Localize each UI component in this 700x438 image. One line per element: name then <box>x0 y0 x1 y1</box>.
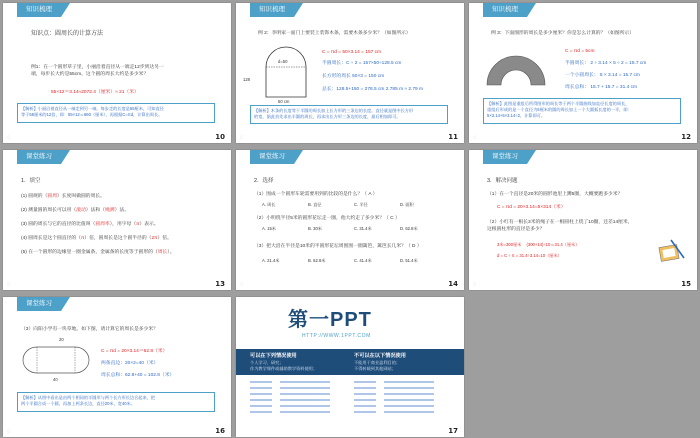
fill-item: (2) 测量圆的周长可以用（滚动）法和（绳测）法。 <box>21 208 129 213</box>
slide-number: 15 <box>681 280 691 288</box>
fill-item: (4) 圆周长是这个圆直径的（π）倍，圆周长是这个圆半径的（2π）倍。 <box>21 236 172 241</box>
figure-label-diameter: 20 <box>59 337 64 342</box>
section-tab: 知识梳理 <box>17 3 61 17</box>
brand-url: HTTP://WWW.1PPT.COM <box>302 333 371 339</box>
solution-line: C = πd = 20×3.14＝62.8（米） <box>101 349 168 354</box>
solution-line: 长方形的周长 50×3 = 150 cm <box>322 74 385 79</box>
slide-number: 16 <box>215 427 225 435</box>
choice-option: D. 62.8米 <box>400 226 418 231</box>
figure-label-length: 40 <box>53 377 58 382</box>
slide-thumbnail-13[interactable] <box>3 150 231 290</box>
solution-line: 周长总和：62.8+40 = 102.8（米） <box>101 373 175 378</box>
answer-text: d = C ÷ π = 31.4÷3.14=10（厘米） <box>497 253 562 258</box>
slide-thumbnail-11[interactable] <box>236 3 464 143</box>
choice-option: C. 41.4米 <box>354 258 372 263</box>
choice-option: B. 30米 <box>308 226 322 231</box>
question-text: 例 2：李明家一面门上要装上装饰木条，需要木条多少米？（如图所示） <box>258 31 411 36</box>
slide-thumbnail-12[interactable] <box>469 3 697 143</box>
fill-item: (3) 圆的周长与它的直径的比值叫（圆周率），用字母（π）表示。 <box>21 222 159 227</box>
choice-question: （2）小明绕半径5米的圆形花坛走一圈，他大约走了多少米？（ C ） <box>254 216 400 221</box>
slide-number: 12 <box>681 133 691 141</box>
answer-text: 3米=300厘米 (300+14)÷10＝31.4（厘米） <box>497 242 580 247</box>
choice-option: C. 31.4米 <box>354 226 372 231</box>
explanation-text: 【解析】木条的长度等于半圆的周长加上长方形的三条边的长度。直径就是图中长方形 的宽，据此首先求出半圆的周长，再求出长方形三条边的长度，最后相加即可。 <box>254 108 414 119</box>
figure-label-width: 50 cm <box>278 99 290 104</box>
problem-text: （3）向阳小学有一块草地，如下图，请计算它的周长是多少米？ <box>21 327 158 332</box>
solution-line: 周长总和： 15.7 + 15.7 = 31.4 cm <box>565 85 637 90</box>
slide-thumbnail-17[interactable] <box>236 297 464 437</box>
slide-number: 14 <box>448 280 458 288</box>
choice-question: （1）围成一个圆形车轮需要用到的比较的是什么？（ A ） <box>254 192 378 197</box>
slide-marker: ◌ <box>473 135 477 141</box>
section-tab: 课堂练习 <box>483 150 527 164</box>
solution-line: 两条直边：20×2=40（米） <box>101 361 159 366</box>
solution-line: 一个小圆周长： 5 × 3.14 = 15.7 cm <box>565 73 640 78</box>
slide-marker: ◌ <box>473 282 477 288</box>
solution-line: 半圆周长： 2 ÷ 3.14 × 5 ÷ 2 = 15.7 cm <box>565 61 647 66</box>
figure-label-height: 128 <box>243 77 250 82</box>
section-tab: 知识梳理 <box>250 3 294 17</box>
problem-text: （2）小红有一根长3米的绳子在一根圆柱上绕了10圈，还差14厘米， 这根圆柱形的直径是多少？ <box>487 220 633 232</box>
problem-text: （1）在一个直径是20米的圆形池里上蹲5圈，大概要跑多少米？ <box>487 192 623 197</box>
section-tab: 知识梳理 <box>483 3 527 17</box>
slide-thumbnail-15[interactable] <box>469 150 697 290</box>
question-text: 例1：在一个圆形草子里，小丽沿着直径从一端走12步到达另一 端，每步长大约是55cm。这个圆的周长大约是多少米？ <box>31 65 164 77</box>
section-tab: 课堂练习 <box>17 297 61 311</box>
section-tab: 课堂练习 <box>17 150 61 164</box>
explanation-box <box>250 105 448 124</box>
door-figure <box>256 39 316 101</box>
forbidden-use-item: 不能用于商业盈利目的； <box>354 360 401 365</box>
choice-option: D. 51.4米 <box>400 258 418 263</box>
slide-heading: 知识点：圆周长的计算方法 <box>31 31 104 37</box>
stadium-figure <box>21 343 91 377</box>
section-tab: 课堂练习 <box>250 150 294 164</box>
choice-option: C. 半径 <box>354 202 368 207</box>
writing-pad-icon <box>657 238 687 266</box>
answer-text: 55×12＝3.14≈2072.4（厘米）≈ 21（米） <box>51 90 139 95</box>
choice-option: A. 21.4米 <box>262 258 280 263</box>
slide-thumbnail-14[interactable] <box>236 150 464 290</box>
question-text: 例 3：下面图形的周长是多少厘米？你是怎么计算的？（如图所示） <box>491 31 635 36</box>
link-list-lines <box>250 379 450 419</box>
forbidden-use-title: 不可以在以下情况使用 <box>354 353 406 359</box>
exercise-heading: 2．选择 <box>254 178 274 184</box>
slide-number: 17 <box>448 427 458 435</box>
slide-marker: ◌ <box>7 135 11 141</box>
allowed-use-title: 可以在下列情况使用 <box>250 353 297 359</box>
arc-figure <box>485 49 547 89</box>
choice-question: （3）把大沿在半径是10米的半圆形花坛周围围一圈篱笆，篱笆长几米？（ D ） <box>254 244 422 249</box>
slide-thumbnail-10[interactable] <box>3 3 231 143</box>
explanation-text: 【解析】从图中看出是由两个相同的半圆形与两个长方形长边合起来，把 两个半圆合成一个圆，再加上两条长边，直径20米，宽40米。 <box>21 395 156 406</box>
fill-item: (1) 圆规的（圆周）长度叫做圆的周长。 <box>21 194 105 199</box>
choice-option: A. 15米 <box>262 226 276 231</box>
solution-line: C = πd = 50×3.14 = 157 cm <box>322 50 382 55</box>
explanation-text: 【解析】小丽沿着直径从一端走到另一端，每步走的长度是55厘米，可知直径 等于55厘米的12倍，即：55×12＝660（厘米），再根据C=πd，计算出周长。 <box>21 106 164 117</box>
slide-number: 10 <box>215 133 225 141</box>
brand-logo: 第一PPT <box>288 309 372 331</box>
slide-number: 13 <box>215 280 225 288</box>
choice-option: A. 周长 <box>262 202 276 207</box>
solution-line: 总长：128.5+150 = 278.5 cm 2.785 m ≈ 2.79 m <box>322 87 424 92</box>
slide-number: 11 <box>448 133 458 141</box>
explanation-box <box>17 103 215 123</box>
choice-option: B. 直径 <box>308 202 322 207</box>
answer-text: C = πd = 20×3.14=5×314（米） <box>497 205 566 210</box>
exercise-heading: 3．解决问题 <box>487 178 518 184</box>
allowed-use-item: 作为教学课件或辅助教学资料使用； <box>250 366 318 371</box>
slide-marker: ◌ <box>240 135 244 141</box>
figure-label-diameter: d=50 <box>278 59 288 64</box>
choice-option: B. 62.8米 <box>308 258 326 263</box>
exercise-heading: 1．填空 <box>21 178 41 184</box>
explanation-box <box>17 392 215 412</box>
allowed-use-item: 个人学习、研究； <box>250 360 284 365</box>
fill-item: (5) 在一个圆形的边缘里一圈金属条，金属条的长度等于圆形的（周长）。 <box>21 250 175 255</box>
solution-line: C = πd = 5cm <box>565 49 595 54</box>
slide-marker: ◌ <box>240 282 244 288</box>
explanation-text: 【解析】此图是重组后所得图形的周长等于两个半圆曲线加直径长度的周长， 重组后形成的是一个直径为5厘米的圆的周长加上一个大圆弧长度的一半，即： 5×3.14+5×3.14÷2，计算即可。 <box>487 101 632 118</box>
slide-marker: ◌ <box>7 282 11 288</box>
slide-thumbnail-16[interactable] <box>3 297 231 437</box>
slide-marker: ◌ <box>7 429 11 435</box>
choice-option: D. 面积 <box>400 202 414 207</box>
usage-terms-band <box>236 349 464 375</box>
forbidden-use-item: 不得转载到其他网站； <box>354 366 396 371</box>
solution-line: 半圆周长：C ÷ 2 = 157×50÷128.5 cm <box>322 61 402 66</box>
explanation-box <box>483 98 681 124</box>
